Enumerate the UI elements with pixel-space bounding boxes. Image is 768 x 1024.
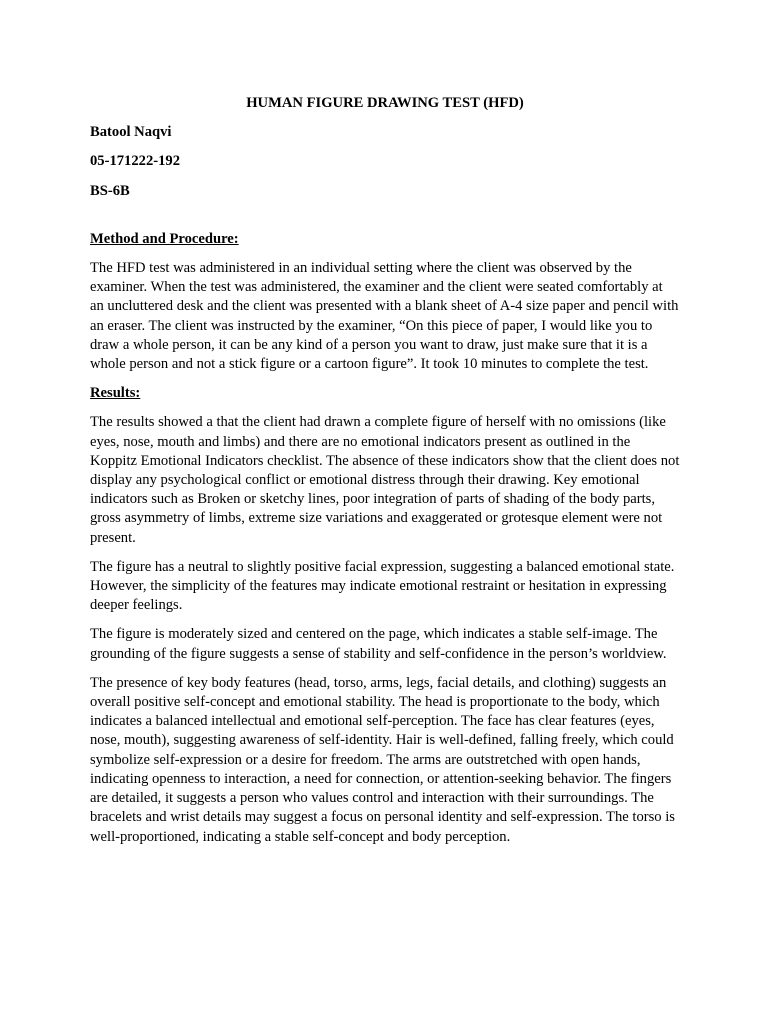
class-section: BS-6B [90, 182, 130, 199]
method-paragraph: The HFD test was administered in an individual setting where the client was observed by the examiner. When the test was administered, the examiner and the client were seated comfortably at an uncluttered desk and the client was presented with a blank sheet of A-4 size paper and pencil with an eraser. The client was instructed by the examiner, “On this piece of paper, I would like you to draw a whole person, it can be any kind of a person you want to draw, just make sure that it is a whole person and not a stick figure or a cartoon figure”. It took 10 minutes to complete the test. [90, 260, 679, 373]
student-id: 05-171222-192 [90, 153, 180, 170]
document-title: HUMAN FIGURE DRAWING TEST (HFD) [246, 95, 524, 111]
results-paragraph-3: The figure is moderately sized and centered on the page, which indicates a stable self-image. The grounding of the figure suggests a sense of stability and self-confidence in the person’s worldview. [90, 626, 667, 662]
results-paragraph-2: The figure has a neutral to slightly positive facial expression, suggesting a balanced emotional state. However, the simplicity of the features may indicate emotional restraint or hesitation in expressing deeper feelings. [90, 558, 675, 614]
document-page [90, 94, 680, 857]
method-heading: Method and Procedure: [90, 230, 239, 247]
results-paragraph-1: The results showed a that the client had drawn a complete figure of herself with no omissions (like eyes, nose, mouth and limbs) and there are no emotional indicators present as outlined in the Koppitz Emotional Indicators checklist. The absence of these indicators show that the client does not display any psychological conflict or emotional distress through their drawing. Key emotional indicators such as Broken or sketchy lines, poor integration of parts of shading of the body parts, gross asymmetry of limbs, extreme size variations and exaggerated or grotesque element were not present. [90, 414, 680, 546]
results-paragraph-4: The presence of key body features (head, torso, arms, legs, facial details, and clothing) suggests an overall positive self-concept and emotional stability. The head is proportionate to the body, which indicates a balanced intellectual and emotional self-perception. The face has clear features (eyes, nose, mouth), suggesting awareness of self-identity. Hair is well-defined, falling freely, which could symbolize self-expression or a desire for freedom. The arms are outstretched with open hands, indicating openness to interaction, a need for connection, or attention-seeking behavior. The fingers are detailed, it suggests a person who values control and interaction with their surroundings. The bracelets and wrist details may suggest a focus on personal identity and self-expression. The torso is well-proportioned, indicating a stable self-concept and body perception. [90, 674, 675, 845]
blank-line [90, 211, 680, 230]
results-heading: Results: [90, 385, 141, 402]
author-name: Batool Naqvi [90, 124, 172, 141]
